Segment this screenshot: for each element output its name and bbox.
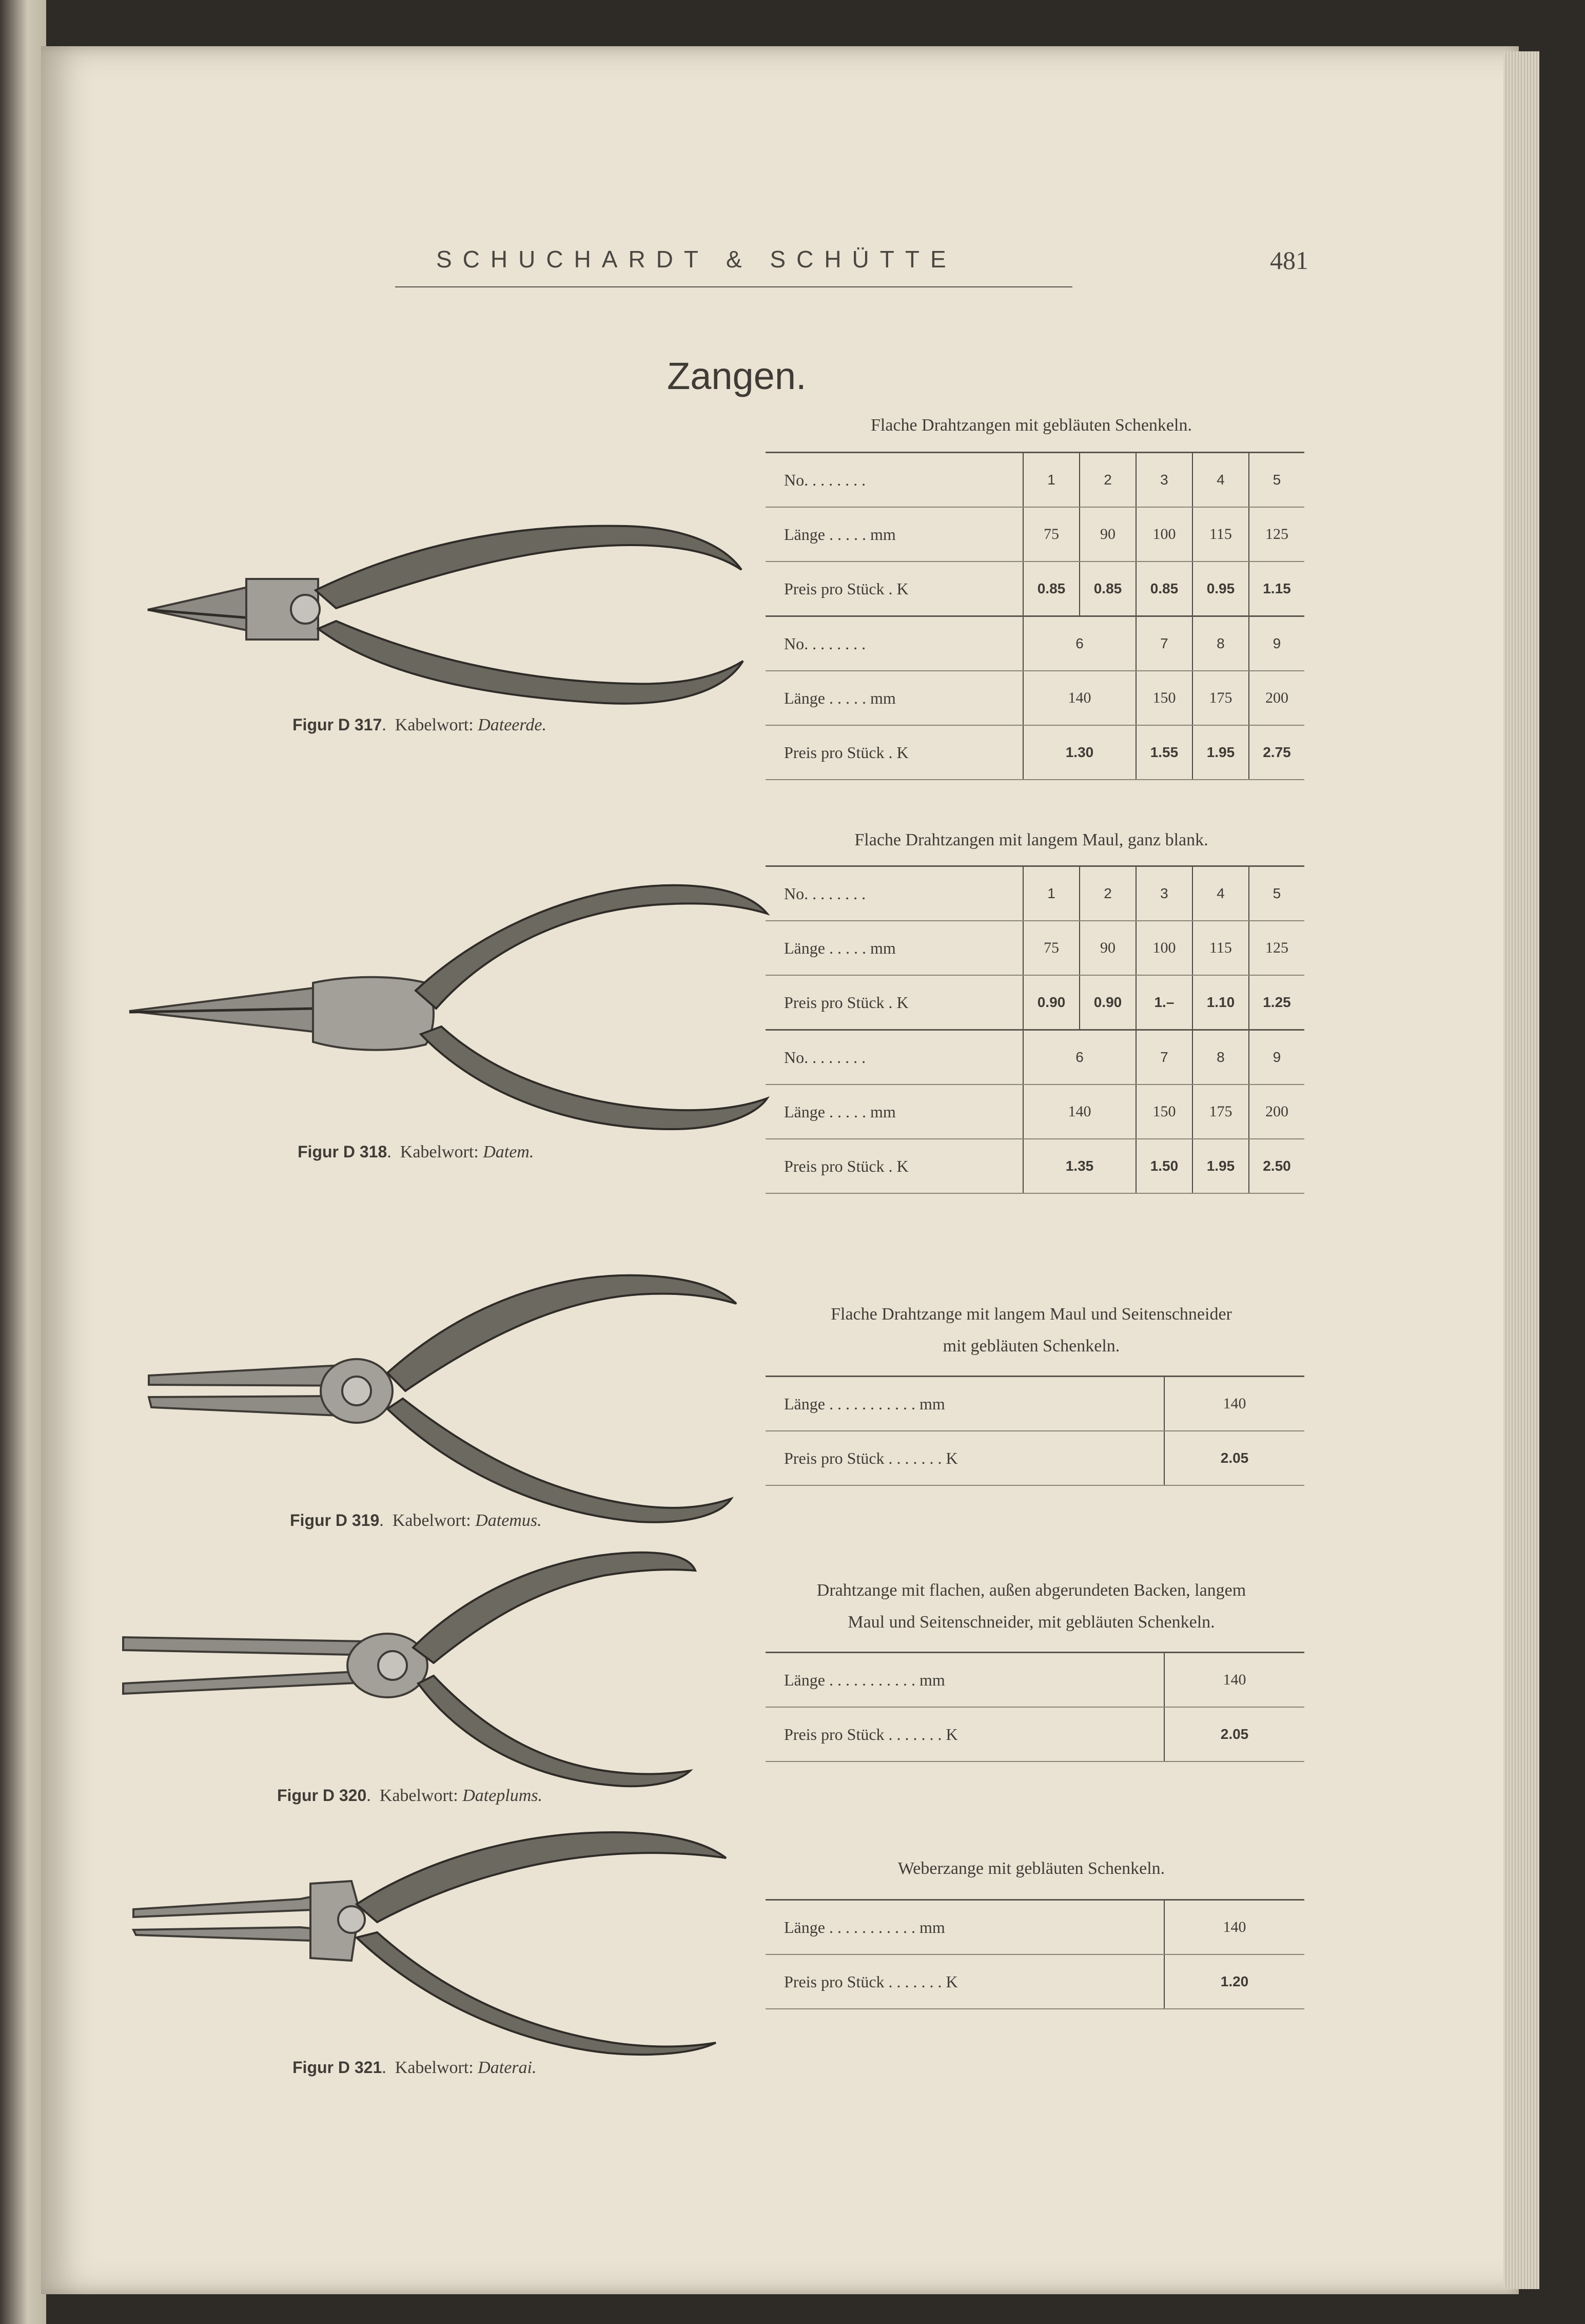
section-title: Zangen. xyxy=(667,355,807,397)
table-cell: 1.10 xyxy=(1192,975,1249,1030)
table-cell: 1.– xyxy=(1136,975,1192,1030)
table-cell: 140 xyxy=(1164,1377,1304,1431)
table-cell: 1.35 xyxy=(1023,1139,1136,1193)
kabelwort-label: Kabelwort: xyxy=(395,2058,474,2077)
price-table xyxy=(766,1652,1304,1762)
table-cell: 0.90 xyxy=(1023,975,1080,1030)
row-label-preis: Preis pro Stück . K xyxy=(766,725,1023,780)
table-row xyxy=(766,866,1304,921)
table-cell: 8 xyxy=(1192,616,1249,671)
pliers-d321-illustration xyxy=(131,1827,731,2068)
kabelwort: Datem. xyxy=(483,1142,534,1161)
table-cell: 90 xyxy=(1080,921,1136,975)
table-cell: 6 xyxy=(1023,1030,1136,1085)
row-label-preis: Preis pro Stück . K xyxy=(766,1139,1023,1193)
table-row xyxy=(766,1139,1304,1193)
header-rule xyxy=(395,286,1072,287)
table-cell: 1 xyxy=(1023,866,1080,921)
row-label-no: No. . . . . . . . xyxy=(766,866,1023,921)
table-row xyxy=(766,975,1304,1030)
kabelwort: Dateplums. xyxy=(462,1786,543,1805)
table-cell: 2.05 xyxy=(1164,1431,1304,1485)
pliers-d317-illustration xyxy=(144,513,759,729)
row-label-preis: Preis pro Stück . . . . . . . K xyxy=(766,1954,1164,2009)
figure-caption-d319: Figur D 319. Kabelwort: Datemus. xyxy=(290,1511,542,1530)
table-cell: 90 xyxy=(1080,507,1136,561)
table-row xyxy=(766,453,1304,508)
figure-label: Figur D 317 xyxy=(292,715,382,734)
running-title: SCHUCHARDT & SCHÜTTE xyxy=(436,246,957,273)
table-heading-line: Drahtzange mit flachen, außen abgerundeten Backen, langem xyxy=(816,1581,1246,1600)
figure-caption-d320: Figur D 320. Kabelwort: Dateplums. xyxy=(277,1786,543,1805)
table-heading-line: Maul und Seitenschneider, mit gebläuten Schenkeln. xyxy=(848,1613,1215,1632)
row-label-no: No. . . . . . . . xyxy=(766,453,1023,508)
running-header xyxy=(395,245,1072,286)
row-label-laenge: Länge . . . . . mm xyxy=(766,507,1023,561)
table-cell: 125 xyxy=(1249,921,1304,975)
row-label-laenge: Länge . . . . . mm xyxy=(766,671,1023,725)
table-row xyxy=(766,561,1304,616)
table-row xyxy=(766,1084,1304,1139)
row-label-no: No. . . . . . . . xyxy=(766,616,1023,671)
table-cell: 9 xyxy=(1249,1030,1304,1085)
table-row xyxy=(766,1030,1304,1085)
table-heading: Flache Drahtzangen mit langem Maul, ganz blank. xyxy=(854,830,1208,849)
table-row xyxy=(766,1900,1304,1955)
table-cell: 0.85 xyxy=(1080,561,1136,616)
table-cell: 2.05 xyxy=(1164,1707,1304,1761)
table-cell: 1.95 xyxy=(1192,725,1249,780)
price-table xyxy=(766,1899,1304,2009)
kabelwort: Datemus. xyxy=(475,1511,542,1530)
table-cell: 140 xyxy=(1164,1653,1304,1708)
table-cell: 1.30 xyxy=(1023,725,1136,780)
table-cell: 2 xyxy=(1080,453,1136,508)
table-cell: 1.50 xyxy=(1136,1139,1192,1193)
page-stack-edge xyxy=(1503,51,1539,2289)
table-heading: Flache Drahtzangen mit gebläuten Schenkeln. xyxy=(871,416,1192,435)
table-cell: 9 xyxy=(1249,616,1304,671)
table-cell: 1.25 xyxy=(1249,975,1304,1030)
table-cell: 150 xyxy=(1136,671,1192,725)
table-cell: 2.50 xyxy=(1249,1139,1304,1193)
row-label-preis: Preis pro Stück . . . . . . . K xyxy=(766,1431,1164,1485)
table-row xyxy=(766,507,1304,561)
pliers-d318-illustration xyxy=(128,873,770,1139)
row-label-no: No. . . . . . . . xyxy=(766,1030,1023,1085)
table-cell: 6 xyxy=(1023,616,1136,671)
kabelwort-label: Kabelwort: xyxy=(379,1786,458,1805)
pliers-d320-illustration xyxy=(121,1545,700,1796)
table-cell: 75 xyxy=(1023,507,1080,561)
table-heading xyxy=(759,1299,1303,1362)
table-row xyxy=(766,725,1304,780)
table-cell: 5 xyxy=(1249,453,1304,508)
table-heading xyxy=(759,1575,1303,1638)
table-cell: 2.75 xyxy=(1249,725,1304,780)
table-row xyxy=(766,1707,1304,1761)
figure-caption-d321: Figur D 321. Kabelwort: Daterai. xyxy=(292,2058,537,2077)
row-label-laenge: Länge . . . . . . . . . . . mm xyxy=(766,1900,1164,1955)
price-table xyxy=(766,452,1304,780)
table-cell: 115 xyxy=(1192,921,1249,975)
table-row xyxy=(766,1653,1304,1708)
table-cell: 175 xyxy=(1192,671,1249,725)
table-cell: 75 xyxy=(1023,921,1080,975)
pliers-d319-illustration xyxy=(146,1268,741,1529)
table-cell: 3 xyxy=(1136,453,1192,508)
table-row xyxy=(766,1431,1304,1485)
figure-caption-d318: Figur D 318. Kabelwort: Datem. xyxy=(298,1142,534,1161)
table-cell: 115 xyxy=(1192,507,1249,561)
figure-label: Figur D 320 xyxy=(277,1786,367,1805)
row-label-laenge: Länge . . . . . . . . . . . mm xyxy=(766,1377,1164,1431)
table-cell: 4 xyxy=(1192,866,1249,921)
table-heading: Weberzange mit gebläuten Schenkeln. xyxy=(897,1859,1165,1878)
table-cell: 140 xyxy=(1023,671,1136,725)
table-cell: 100 xyxy=(1136,921,1192,975)
price-table xyxy=(766,865,1304,1194)
figure-label: Figur D 318 xyxy=(298,1142,387,1161)
kabelwort-label: Kabelwort: xyxy=(400,1142,479,1161)
kabelwort-label: Kabelwort: xyxy=(395,715,474,734)
row-label-laenge: Länge . . . . . . . . . . . mm xyxy=(766,1653,1164,1708)
table-row xyxy=(766,921,1304,975)
table-cell: 0.85 xyxy=(1136,561,1192,616)
table-cell: 7 xyxy=(1136,1030,1192,1085)
table-cell: 0.85 xyxy=(1023,561,1080,616)
table-cell: 125 xyxy=(1249,507,1304,561)
left-page-edge xyxy=(0,0,46,2324)
figure-label: Figur D 319 xyxy=(290,1511,380,1529)
table-row xyxy=(766,1954,1304,2009)
row-label-laenge: Länge . . . . . mm xyxy=(766,1084,1023,1139)
row-label-preis: Preis pro Stück . . . . . . . K xyxy=(766,1707,1164,1761)
row-label-preis: Preis pro Stück . K xyxy=(766,975,1023,1030)
table-cell: 175 xyxy=(1192,1084,1249,1139)
figure-caption-d317: Figur D 317. Kabelwort: Dateerde. xyxy=(292,715,546,734)
table-cell: 200 xyxy=(1249,1084,1304,1139)
table-cell: 1.95 xyxy=(1192,1139,1249,1193)
table-heading-line: Flache Drahtzange mit langem Maul und Seitenschneider xyxy=(831,1305,1232,1324)
table-cell: 5 xyxy=(1249,866,1304,921)
table-cell: 140 xyxy=(1164,1900,1304,1955)
page-number: 481 xyxy=(1270,246,1308,275)
table-cell: 150 xyxy=(1136,1084,1192,1139)
figure-label: Figur D 321 xyxy=(292,2058,382,2077)
table-cell: 100 xyxy=(1136,507,1192,561)
table-cell: 8 xyxy=(1192,1030,1249,1085)
kabelwort: Dateerde. xyxy=(478,715,546,734)
table-cell: 1.20 xyxy=(1164,1954,1304,2009)
kabelwort-label: Kabelwort: xyxy=(392,1511,471,1530)
table-cell: 7 xyxy=(1136,616,1192,671)
table-cell: 1.55 xyxy=(1136,725,1192,780)
table-cell: 140 xyxy=(1023,1084,1136,1139)
table-heading-line: mit gebläuten Schenkeln. xyxy=(943,1337,1120,1355)
row-label-preis: Preis pro Stück . K xyxy=(766,561,1023,616)
row-label-laenge: Länge . . . . . mm xyxy=(766,921,1023,975)
table-row xyxy=(766,671,1304,725)
table-cell: 0.95 xyxy=(1192,561,1249,616)
table-cell: 200 xyxy=(1249,671,1304,725)
table-cell: 2 xyxy=(1080,866,1136,921)
table-cell: 3 xyxy=(1136,866,1192,921)
table-cell: 4 xyxy=(1192,453,1249,508)
kabelwort: Daterai. xyxy=(478,2058,537,2077)
table-cell: 0.90 xyxy=(1080,975,1136,1030)
price-table xyxy=(766,1376,1304,1486)
table-cell: 1 xyxy=(1023,453,1080,508)
table-row xyxy=(766,1377,1304,1431)
table-row xyxy=(766,616,1304,671)
table-cell: 1.15 xyxy=(1249,561,1304,616)
